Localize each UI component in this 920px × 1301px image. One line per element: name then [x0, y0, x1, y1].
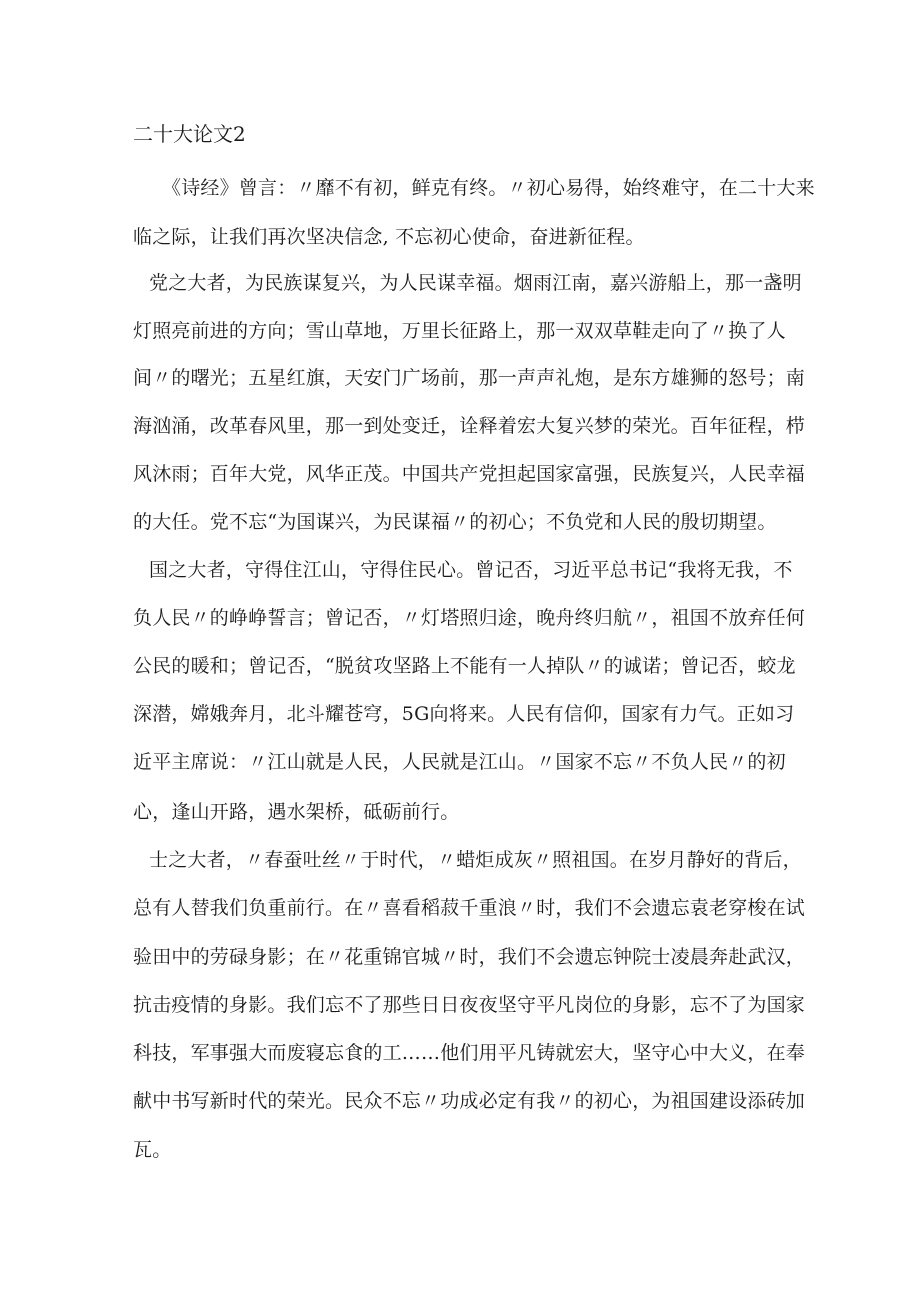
- paragraph-3-line-6: 心，逢山开路，遇水架桥，砥砺前行。: [133, 801, 460, 823]
- paragraph-3-line-4: 深潜，嫦娥奔月，北斗耀苍穹，5G向将来。人民有信仰，国家有力气。正如习: [133, 703, 795, 725]
- paragraph-4-line-3: 验田中的劳碌身影；在〃花重锦官城〃时，我们不会遗忘钟院士凌晨奔赴武汉，: [133, 946, 806, 968]
- paragraph-4-line-2: 总有人替我们负重前行。在〃喜看稻菽千重浪〃时，我们不会遗忘袁老穿梭在试: [133, 897, 806, 919]
- paragraph-4-line-6: 献中书写新时代的荣光。民众不忘〃功成必定有我〃的初心，为祖国建设添砖加: [133, 1090, 806, 1112]
- paragraph-4-line-7: 瓦。: [133, 1139, 172, 1161]
- paragraph-3-line-3: 公民的暖和；曾记否，“脱贫攻坚路上不能有一人掉队〃的诚诺；曾记否，蛟龙: [133, 655, 796, 677]
- paragraph-1-line-2: 临之际，让我们再次坚决信念, 不忘初心使命，奋进新征程。: [133, 226, 645, 248]
- paragraph-4-line-1: 士之大者，〃春蚕吐丝〃于时代，〃蜡炬成灰〃照祖国。在岁月静好的背后，: [149, 849, 802, 871]
- paragraph-4-line-4: 抗击疫情的身影。我们忘不了那些日日夜夜坚守平凡岗位的身影，忘不了为国家: [133, 994, 806, 1016]
- paragraph-2-line-1: 党之大者，为民族谋复兴，为人民谋幸福。烟雨江南，嘉兴游船上，那一盏明: [149, 272, 802, 294]
- paragraph-2-line-2: 灯照亮前进的方向；雪山草地，万里长征路上，那一双双草鞋走向了〃换了人: [133, 320, 786, 342]
- paragraph-3-line-1: 国之大者，守得住江山，守得住民心。曾记否，习近平总书记“我将无我，不: [149, 559, 793, 581]
- paragraph-2-line-5: 风沐雨；百年大党，风华正茂。中国共产党担起国家富强，民族复兴，人民幸福: [133, 463, 806, 485]
- paragraph-2-line-6: 的大任。党不忘“为国谋兴，为民谋福〃的初心；不负党和人民的殷切期望。: [133, 511, 777, 533]
- paragraph-3-line-2: 负人民〃的峥峥誓言；曾记否，〃灯塔照归途，晚舟终归航〃，祖国不放弃任何: [133, 607, 806, 629]
- paragraph-3-line-5: 近平主席说：〃江山就是人民，人民就是江山。〃国家不忘〃不负人民〃的初: [133, 751, 786, 773]
- paragraph-1-line-1: 《诗经》曾言：〃靡不有初，鲜克有终。〃初心易得，始终难守，在二十大来: [162, 177, 815, 199]
- paragraph-2-line-4: 海汹涌，改革春风里，那一到处变迁，诠释着宏大复兴梦的荣光。百年征程，栉: [133, 415, 806, 437]
- paragraph-2-line-3: 间〃的曙光；五星红旗，天安门广场前，那一声声礼炮，是东方雄狮的怒号；南: [133, 367, 806, 389]
- document-title: 二十大论文2: [133, 122, 246, 146]
- paragraph-4-line-5: 科技，军事强大而废寝忘食的工……他们用平凡铸就宏大，坚守心中大义，在奉: [133, 1042, 806, 1064]
